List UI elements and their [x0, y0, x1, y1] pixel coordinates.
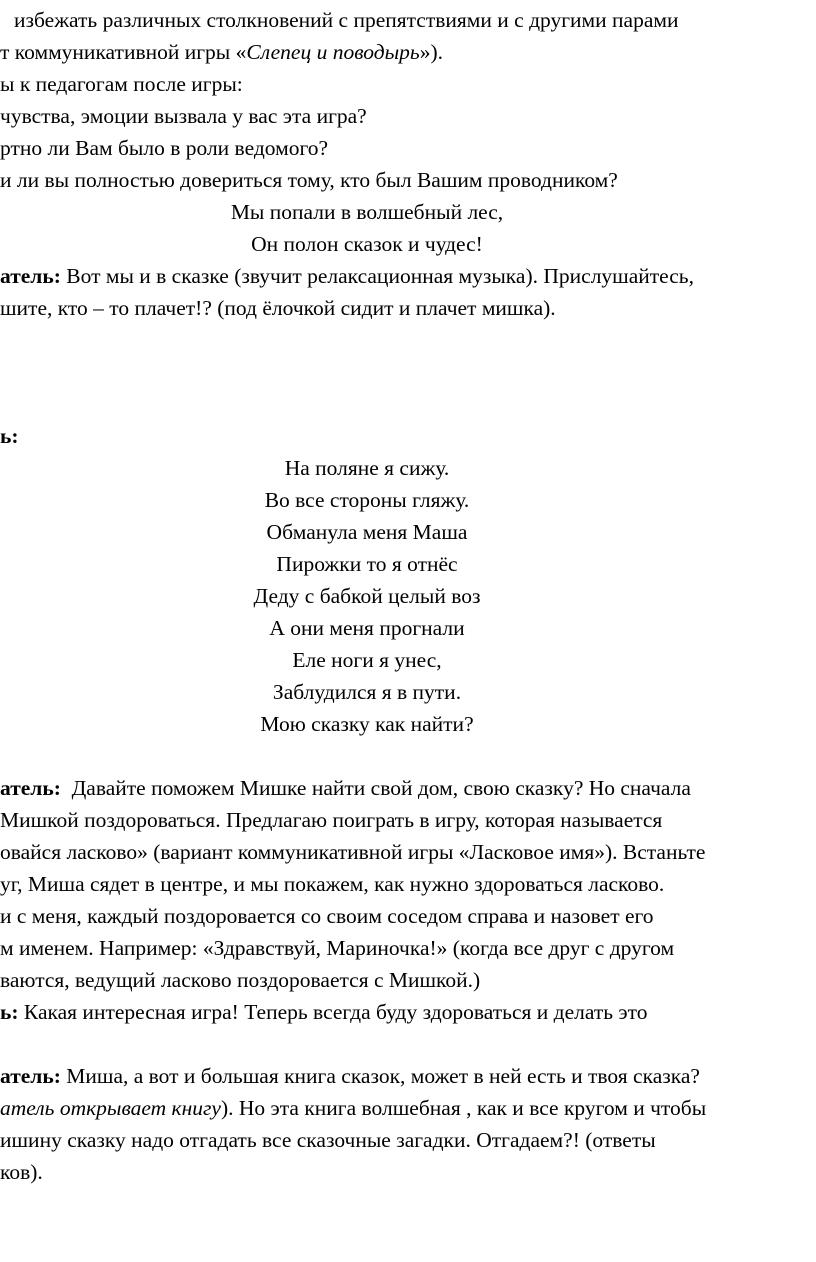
text-line	[0, 998, 648, 1026]
poem-line: Во все стороны гляжу.	[264, 488, 470, 512]
text-span: »).	[419, 40, 444, 64]
game-title: Слепец и поводырь	[246, 40, 420, 64]
text-line	[0, 38, 443, 66]
text-line: ков).	[0, 1160, 43, 1184]
poem-line: Пирожки то я отнёс	[276, 552, 458, 576]
text-line: ртно ли Вам было в роли ведомого?	[0, 136, 329, 160]
text-line	[0, 1094, 706, 1122]
text-line: уг, Миша сядет в центре, и мы покажем, как нужно здороваться ласково.	[0, 872, 665, 896]
text-span: т коммуникативной игры «	[0, 40, 247, 64]
text-line: овайся ласково» (вариант коммуникативной игры «Ласковое имя»). Встаньте	[0, 840, 706, 864]
speaker-label: атель:	[0, 1064, 61, 1088]
text-line: м именем. Например: «Здравствуй, Мариночка!» (когда все друг с другом	[0, 936, 675, 960]
stage-direction: атель открывает книгу	[0, 1096, 221, 1120]
text-line: и ли вы полностью довериться тому, кто был Вашим проводником?	[0, 168, 618, 192]
verse-line: Он полон сказок и чудес!	[251, 232, 483, 256]
speaker-label: ь:	[0, 424, 19, 448]
text-span: Давайте поможем Мишке найти свой дом, свою сказку? Но сначала	[60, 776, 691, 800]
poem-line: А они меня прогнали	[269, 616, 465, 640]
text-line: Мишкой поздороваться. Предлагаю поиграть в игру, которая называется	[0, 808, 663, 832]
text-line: ишину сказку надо отгадать все сказочные загадки. Отгадаем?! (ответы	[0, 1128, 656, 1152]
text-line: чувства, эмоции вызвала у вас эта игра?	[0, 104, 367, 128]
text-span: Вот мы и в сказке (звучит релаксационная музыка). Прислушайтесь,	[60, 264, 694, 288]
speaker-label: атель:	[0, 776, 61, 800]
text-line: ы к педагогам после игры:	[0, 72, 243, 96]
text-line	[0, 774, 691, 802]
speaker-label: атель:	[0, 264, 61, 288]
text-span: Миша, а вот и большая книга сказок, может в ней есть и твоя сказка?	[60, 1064, 700, 1088]
text-line	[0, 1062, 700, 1090]
text-span: Какая интересная игра! Теперь всегда буду здороваться и делать это	[18, 1000, 648, 1024]
poem-line: Деду с бабкой целый воз	[253, 584, 481, 608]
text-line: и с меня, каждый поздоровается со своим соседом справа и назовет его	[0, 904, 654, 928]
poem-line: Заблудился я в пути.	[272, 680, 462, 704]
speaker-label: ь:	[0, 1000, 19, 1024]
verse-line: Мы попали в волшебный лес,	[230, 200, 504, 224]
poem-line: На поляне я сижу.	[284, 456, 450, 480]
text-span: ). Но эта книга волшебная , как и все кругом и чтобы	[220, 1096, 707, 1120]
text-line	[0, 262, 694, 290]
poem-line: Обманула меня Маша	[266, 520, 468, 544]
poem-line: Еле ноги я унес,	[292, 648, 442, 672]
text-line: шите, кто – то плачет!? (под ёлочкой сидит и плачет мишка).	[0, 296, 556, 320]
text-line: ваются, ведущий ласково поздоровается с Мишкой.)	[0, 968, 481, 992]
text-line: избежать различных столкновений с препятствиями и с другими парами	[14, 8, 679, 32]
poem-line: Мою сказку как найти?	[260, 712, 474, 736]
